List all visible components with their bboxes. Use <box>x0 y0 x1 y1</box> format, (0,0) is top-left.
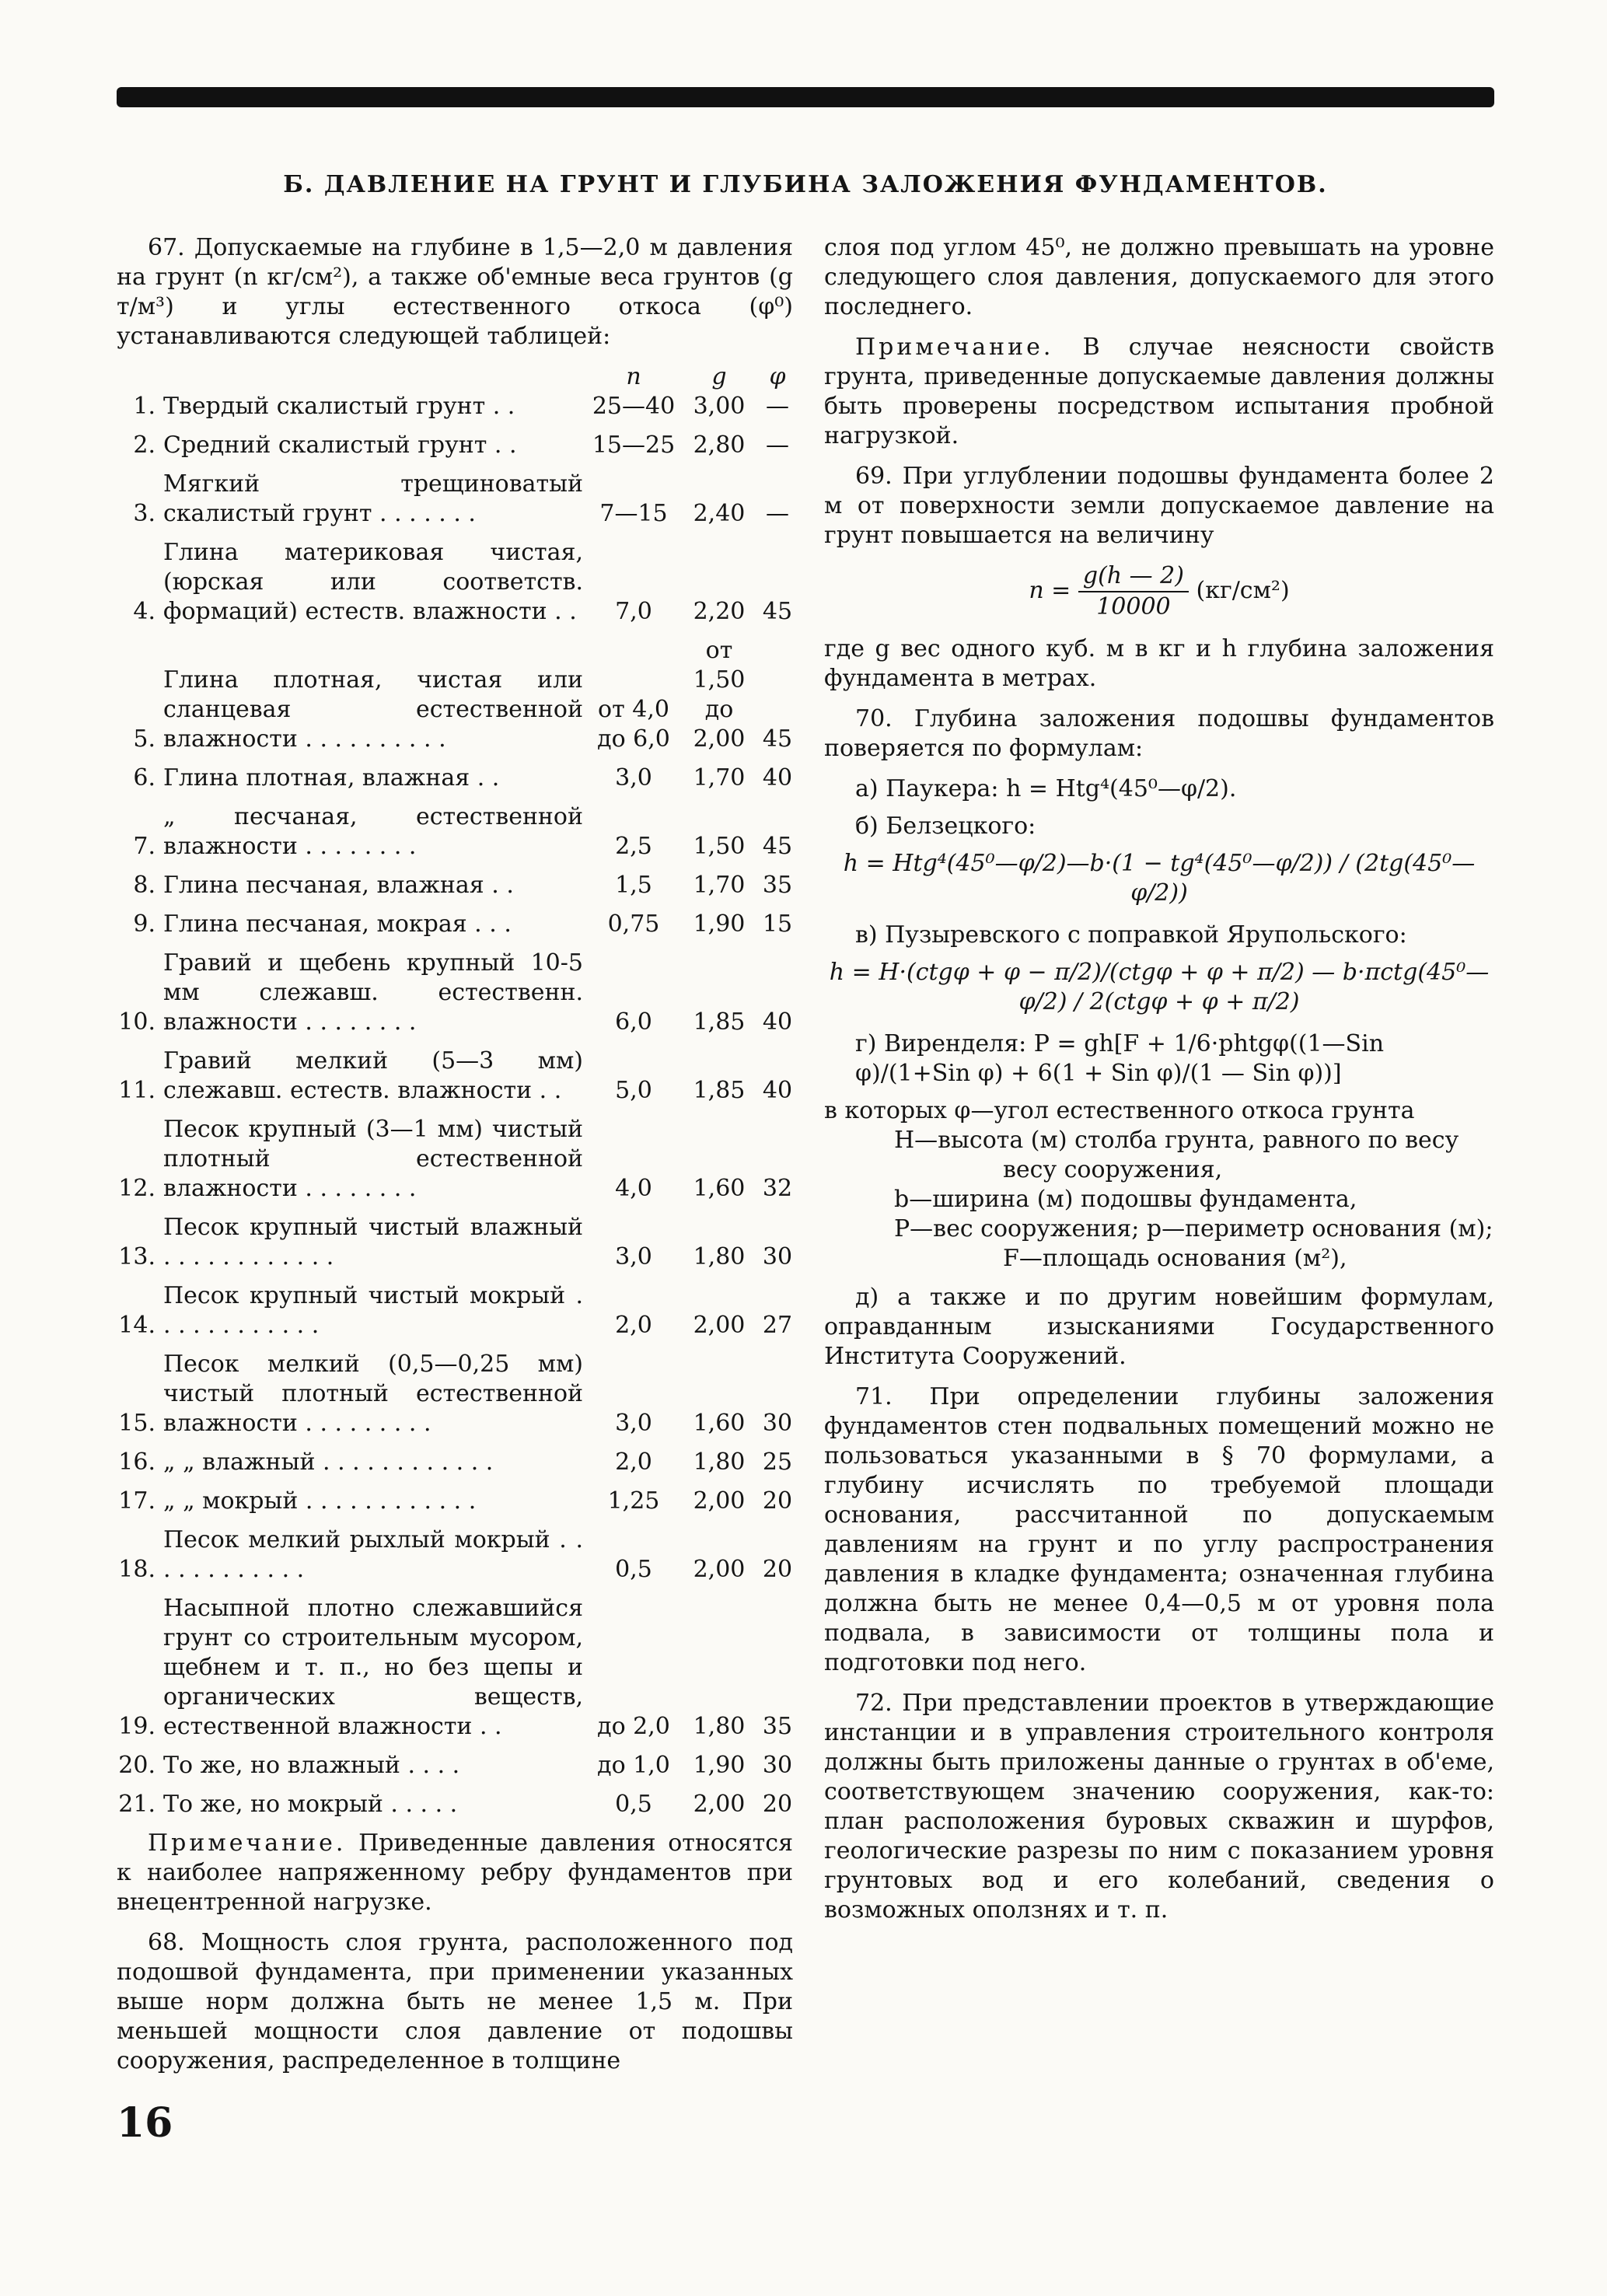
row-number: 9. <box>133 910 155 938</box>
row-n: 7,0 <box>615 598 652 625</box>
paragraph-72: 72. При представлении проектов в утверждающие инстанции и в управления строительного контроля должны быть приложены данные о грунтах в об'еме, соответствующем значению сооружения, как-то: план расположения буровых скважин и шурфов, геологические разрезы по ним с показанием уровня грунтовых вод и его колебаний, сведения о возможных оползнях и т. п. <box>824 1690 1494 1924</box>
row-n: 15—25 <box>592 432 676 459</box>
formula-belzetsky-label: б) Белзецкого: <box>855 813 1036 840</box>
row-name: Средний скалистый грунт . . <box>163 432 517 459</box>
row-g: 2,80 <box>693 432 746 459</box>
row-name: Твердый скалистый грунт . . <box>163 393 515 420</box>
row-n: 4,0 <box>615 1175 652 1202</box>
note-label: Примечание. <box>855 334 1054 361</box>
table-row <box>117 470 793 529</box>
note-text: В случае неясности свойств грунта, приведенные допускаемые давления должны быть проверены посредством испытания пробной нагрузкой. <box>824 334 1494 449</box>
row-g: 2,20 <box>693 598 746 625</box>
table-row <box>117 910 793 939</box>
row-name: Гравий мелкий (5—3 мм) слежавш. естеств. влажности . . <box>163 1047 583 1104</box>
formula-69-numerator: g(h — 2) <box>1078 561 1189 592</box>
legend-line: H—высота (м) столба грунта, равного по весу весу сооружения, <box>894 1127 1459 1183</box>
row-phi: 45 <box>762 833 793 860</box>
row-phi: 40 <box>762 764 793 792</box>
row-number: 3. <box>133 500 155 527</box>
table-row <box>117 1213 793 1272</box>
row-number: 2. <box>133 432 155 459</box>
soil-table <box>117 392 793 1819</box>
note-label: Примечание. <box>148 1829 347 1857</box>
row-name: Глина плотная, чистая или сланцевая естественной влажности . . . . . . . . . . <box>163 666 583 753</box>
paragraph-70-d: д) а также и по другим новейшим формулам, оправданным изысканиями Государственного Института Сооружений. <box>824 1284 1494 1370</box>
row-g: 2,40 <box>693 500 746 527</box>
row-g: 2,00 <box>693 1556 746 1583</box>
paragraph-69: 69. При углублении подошвы фундамента более 2 м от поверхности земли допускаемое давление на грунт повышается на величину <box>824 463 1494 549</box>
row-g: 2,00 <box>693 1487 746 1515</box>
note-text: Приведенные давления относятся к наиболее напряженному ребру фундаментов при внецентренной нагрузке. <box>117 1829 793 1916</box>
row-name: Песок крупный чистый мокрый . . . . . . . . . . . . <box>163 1282 583 1339</box>
row-phi: 45 <box>762 725 793 753</box>
row-number: 6. <box>133 764 155 792</box>
table-row <box>117 871 793 900</box>
row-number: 5. <box>133 725 155 753</box>
row-name: Мягкий трещиноватый скалистый грунт . . . . . . . <box>163 470 583 527</box>
row-phi: 25 <box>762 1449 793 1476</box>
row-number: 19. <box>118 1713 155 1740</box>
note-table <box>117 1829 793 1917</box>
row-g: 3,00 <box>693 393 746 420</box>
row-n: 0,5 <box>615 1791 652 1818</box>
row-phi: — <box>766 393 789 420</box>
table-row <box>117 538 793 627</box>
row-phi: 40 <box>762 1077 793 1104</box>
paragraph-68: 68. Мощность слоя грунта, расположенного под подошвой фундамента, при применении указанных выше норм должна быть не менее 1,5 м. При меньшей мощности слоя давление от подошвы сооружения, распределенное в толщине <box>117 1929 793 2074</box>
row-g: 1,70 <box>693 872 746 899</box>
row-number: 12. <box>118 1175 155 1202</box>
row-phi: 20 <box>762 1556 793 1583</box>
table-row <box>117 1487 793 1516</box>
row-number: 10. <box>118 1008 155 1036</box>
row-phi: 30 <box>762 1243 793 1270</box>
row-number: 17. <box>118 1487 155 1515</box>
row-g: 1,90 <box>693 1752 746 1779</box>
table-row <box>117 1115 793 1204</box>
legend-line: в которых φ—угол естественного откоса грунта <box>824 1097 1415 1124</box>
row-phi: — <box>766 432 789 459</box>
row-name: То же, но мокрый . . . . . <box>163 1791 458 1818</box>
row-number: 16. <box>118 1449 155 1476</box>
row-number: 11. <box>118 1077 155 1104</box>
row-phi: 40 <box>762 1008 793 1036</box>
row-name: Песок мелкий (0,5—0,25 мм) чистый плотный естественной влажности . . . . . . . . . <box>163 1351 583 1437</box>
legend-line: P—вес сооружения; p—периметр основания (м); F—площадь основания (м²), <box>894 1215 1493 1272</box>
table-row <box>117 802 793 861</box>
row-name: То же, но влажный . . . . <box>163 1752 460 1779</box>
paragraph-71: 71. При определении глубины заложения фундаментов стен подвальных помещений можно не пользоваться указанными в § 70 формулами, а глубину исчислять по требуемой площади основания, рассчитанной по допускаемым давлениям на грунт и по углу распространения давления в кладке фундамента; означенная глубина должна быть не менее 0,4—0,5 м от уровня пола подвала, в зависимости от толщины пола и подготовки под него. <box>824 1383 1494 1676</box>
row-g: 1,70 <box>693 764 746 792</box>
formula-virendel: г) Виренделя: P = gh[F + 1/6·phtgφ((1—Sin φ)/(1+Sin φ) + 6(1 + Sin φ)/(1 — Sin φ))] <box>855 1030 1385 1087</box>
row-number: 20. <box>118 1752 155 1779</box>
row-name: „ „ мокрый . . . . . . . . . . . . <box>163 1487 477 1515</box>
row-g: 1,50 <box>693 833 746 860</box>
row-name: Гравий и щебень крупный 10-5 мм слежавш. естественн. влажности . . . . . . . . <box>163 949 583 1036</box>
row-g: 1,90 <box>693 910 746 938</box>
row-name: Глина материковая чистая, (юрская или соответств. формаций) естеств. влажности . . <box>163 539 583 625</box>
table-row <box>117 431 793 460</box>
col-header-g: g <box>711 363 727 390</box>
formula-69: n = $\frac{g(h — 2)}{10000}$ (кг/см²) <box>1029 562 1290 620</box>
row-n: 7—15 <box>599 500 668 527</box>
row-n: 5,0 <box>615 1077 652 1104</box>
row-phi: 45 <box>762 598 793 625</box>
paragraph-68-continued: слоя под углом 45⁰, не должно превышать на уровне следующего слоя давления, допускаемого для этого последнего. <box>824 234 1494 320</box>
formula-legend <box>824 1096 1494 1274</box>
page-number: 16 <box>117 2099 173 2147</box>
row-n: до 1,0 <box>597 1752 670 1779</box>
row-n: 0,75 <box>607 910 660 938</box>
row-n: 2,0 <box>615 1449 652 1476</box>
row-n: 2,0 <box>615 1312 652 1339</box>
row-number: 14. <box>118 1312 155 1339</box>
table-row <box>117 1751 793 1781</box>
row-phi: 30 <box>762 1410 793 1437</box>
paragraph-67: 67. Допускаемые на глубине в 1,5—2,0 м давления на грунт (n кг/см²), а также об'емные веса грунтов (g т/м³) и углы естественного откоса (φ⁰) устанавливаются следующей таблицей: <box>117 234 793 350</box>
table-header <box>117 362 793 392</box>
row-n: 3,0 <box>615 764 652 792</box>
row-g: 1,80 <box>693 1713 746 1740</box>
row-g: 1,85 <box>693 1008 746 1036</box>
table-row <box>117 949 793 1037</box>
paragraph-69-where: где g вес одного куб. м в кг и h глубина заложения фундамента в метрах. <box>824 635 1494 692</box>
row-n: 0,5 <box>615 1556 652 1583</box>
row-phi: 27 <box>762 1312 793 1339</box>
table-row <box>117 1525 793 1585</box>
row-number: 21. <box>118 1791 155 1818</box>
formula-puzyrevsky-label: в) Пузыревского с поправкой Ярупольского: <box>855 921 1407 949</box>
header-rule <box>117 87 1494 107</box>
row-number: 13. <box>118 1243 155 1270</box>
row-phi: 20 <box>762 1791 793 1818</box>
row-n: 3,0 <box>615 1410 652 1437</box>
row-number: 18. <box>118 1556 155 1583</box>
row-number: 7. <box>133 833 155 860</box>
row-n: 1,25 <box>607 1487 660 1515</box>
row-n: 25—40 <box>592 393 676 420</box>
formula-belzetsky: h = Htg⁴(45⁰—φ/2)—b·(1 − tg⁴(45⁰—φ/2)) / (2tg(45⁰—φ/2)) <box>843 850 1476 907</box>
row-phi: — <box>766 500 789 527</box>
row-g: 1,80 <box>693 1449 746 1476</box>
table-row <box>117 764 793 793</box>
formula-69-denominator: 10000 <box>1096 593 1171 620</box>
table-row <box>117 1448 793 1477</box>
row-n: от 4,0 до 6,0 <box>597 696 670 753</box>
row-g: 1,60 <box>693 1175 746 1202</box>
row-phi: 35 <box>762 1713 793 1740</box>
table-row <box>117 1047 793 1106</box>
row-name: Песок крупный (3—1 мм) чистый плотный естественной влажности . . . . . . . . <box>163 1116 583 1202</box>
row-number: 15. <box>118 1410 155 1437</box>
paragraph-70: 70. Глубина заложения подошвы фундаментов поверяется по формулам: <box>824 705 1494 762</box>
row-name: Насыпной плотно слежавшийся грунт со строительным мусором, щебнем и т. п., но без щепы и органических веществ, естественной влажности . . <box>163 1595 583 1740</box>
row-n: 6,0 <box>615 1008 652 1036</box>
table-row <box>117 636 793 754</box>
row-g: 2,00 <box>693 1312 746 1339</box>
formula-puzyrevsky: h = H·(ctgφ + φ − π/2)/(ctgφ + φ + π/2) — b·πctg(45⁰—φ/2) / 2(ctgφ + φ + π/2) <box>829 959 1490 1015</box>
note-69 <box>824 333 1494 451</box>
row-name: Глина песчаная, влажная . . <box>163 872 514 899</box>
table-row <box>117 1350 793 1438</box>
row-g: от 1,50 до 2,00 <box>693 637 746 753</box>
table-row <box>117 1281 793 1340</box>
row-name: Песок крупный чистый влажный . . . . . . . . . . . . <box>163 1214 583 1270</box>
legend-line: b—ширина (м) подошвы фундамента, <box>894 1186 1357 1213</box>
row-number: 8. <box>133 872 155 899</box>
formula-paucker: а) Паукера: h = Htg⁴(45⁰—φ/2). <box>855 775 1237 802</box>
col-header-phi: φ <box>769 363 786 390</box>
row-number: 4. <box>133 598 155 625</box>
col-header-n: n <box>626 363 641 390</box>
row-name: Песок мелкий рыхлый мокрый . . . . . . . . . . . . <box>163 1526 583 1583</box>
row-n: 1,5 <box>615 872 652 899</box>
section-title: Б. ДАВЛЕНИЕ НА ГРУНТ И ГЛУБИНА ЗАЛОЖЕНИЯ ФУНДАМЕНТОВ. <box>283 171 1328 198</box>
row-phi: 20 <box>762 1487 793 1515</box>
row-n: до 2,0 <box>597 1713 670 1740</box>
row-g: 1,85 <box>693 1077 746 1104</box>
row-phi: 35 <box>762 872 793 899</box>
right-column <box>824 233 1494 1936</box>
table-row <box>117 1594 793 1742</box>
row-phi: 32 <box>762 1175 793 1202</box>
row-n: 2,5 <box>615 833 652 860</box>
row-phi: 30 <box>762 1752 793 1779</box>
left-column <box>117 233 793 2087</box>
table-row <box>117 1790 793 1819</box>
row-name: Глина песчаная, мокрая . . . <box>163 910 512 938</box>
row-g: 2,00 <box>693 1791 746 1818</box>
row-n: 3,0 <box>615 1243 652 1270</box>
row-number: 1. <box>133 393 155 420</box>
table-row <box>117 392 793 421</box>
row-name: Глина плотная, влажная . . <box>163 764 500 792</box>
row-g: 1,60 <box>693 1410 746 1437</box>
row-phi: 15 <box>762 910 793 938</box>
row-name: „ песчаная, естественной влажности . . . . . . . . <box>163 803 583 860</box>
row-g: 1,80 <box>693 1243 746 1270</box>
row-name: „ „ влажный . . . . . . . . . . . . <box>163 1449 494 1476</box>
